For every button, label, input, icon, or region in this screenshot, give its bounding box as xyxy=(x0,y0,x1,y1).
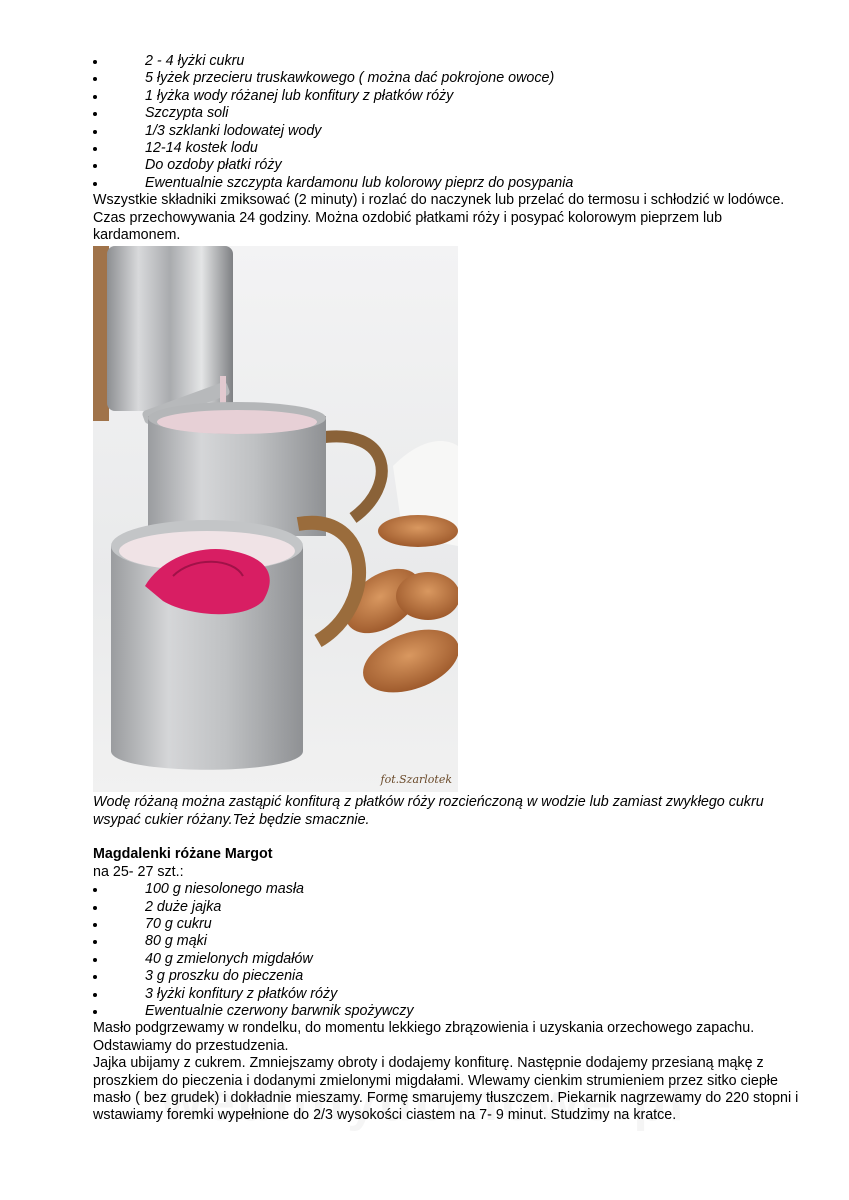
list-item: 5 łyżek przecieru truskawkowego ( można dać pokrojone owoce) xyxy=(93,70,805,87)
list-item: Ewentualnie czerwony barwnik spożywczy xyxy=(93,1003,805,1020)
photo-caption: Wodę różaną można zastąpić konfiturą z płatków róży rozcieńczoną w wodzie lub zamiast zwykłego cukru wsypać cukier różany.Też będzie smacznie. xyxy=(93,794,764,828)
list-item: 40 g zmielonych migdałów xyxy=(93,951,805,968)
list-item: 70 g cukru xyxy=(93,916,805,933)
recipe-yield: na 25- 27 szt.: xyxy=(93,863,184,880)
front-mug xyxy=(111,520,359,770)
paragraph: Masło podgrzewamy w rondelku, do momentu lekkiego zbrązowienia i uzyskania orzechowego zapachu. Odstawiamy do przestudzenia. xyxy=(93,1020,755,1054)
back-mug xyxy=(148,402,382,536)
drink-instructions: Wszystkie składniki zmiksować (2 minuty) i rozlać do naczynek lub przelać do termosu i schłodzić w lodówce. Czas przechowywania 24 godziny. Można ozdobić płatkami róży i posypać kolorowym pieprzem lub kardamonem. xyxy=(93,192,785,244)
photo-signature: fot.Szarlotek xyxy=(380,773,452,787)
list-item: 3 łyżki konfitury z płatków róży xyxy=(93,986,805,1003)
document-page xyxy=(93,53,805,1125)
ingredient-list-drink xyxy=(93,53,805,192)
list-item: 2 duże jajka xyxy=(93,899,805,916)
list-item: Szczypta soli xyxy=(93,105,805,122)
recipe-title: Magdalenki różane Margot xyxy=(93,846,273,863)
list-item: 100 g niesolonego masła xyxy=(93,881,805,898)
paragraph: Jajka ubijamy z cukrem. Zmniejszamy obroty i dodajemy konfiturę. Następnie dodajemy przesianą mąkę z proszkiem do pieczenia i dodanymi zmielonymi migdałami. Wlewamy cienkim strumieniem przez sitko ciepłe masło ( bez grudek) i dokładnie mieszamy. Formę smarujemy tłuszczem. Piekarnik nagrzewamy do 220 stopni i wstawiamy foremki wypełnione do 2/3 wysokości ciastem na 7- 9 minut. Studzimy na kratce. xyxy=(93,1055,799,1124)
recipe-photo xyxy=(93,246,458,792)
list-item: 2 - 4 łyżki cukru xyxy=(93,53,805,70)
list-item: Ewentualnie szczypta kardamonu lub kolorowy pieprz do posypania xyxy=(93,175,805,192)
ingredient-list-madeleines xyxy=(93,881,805,1020)
thermos xyxy=(107,246,233,425)
list-item: 1/3 szklanki lodowatej wody xyxy=(93,123,805,140)
list-item: 80 g mąki xyxy=(93,933,805,950)
list-item: Do ozdoby płatki róży xyxy=(93,157,805,174)
list-item: 3 g proszku do pieczenia xyxy=(93,968,805,985)
list-item: 1 łyżka wody różanej lub konfitury z płatków róży xyxy=(93,88,805,105)
photo-illustration xyxy=(93,246,458,792)
list-item: 12-14 kostek lodu xyxy=(93,140,805,157)
